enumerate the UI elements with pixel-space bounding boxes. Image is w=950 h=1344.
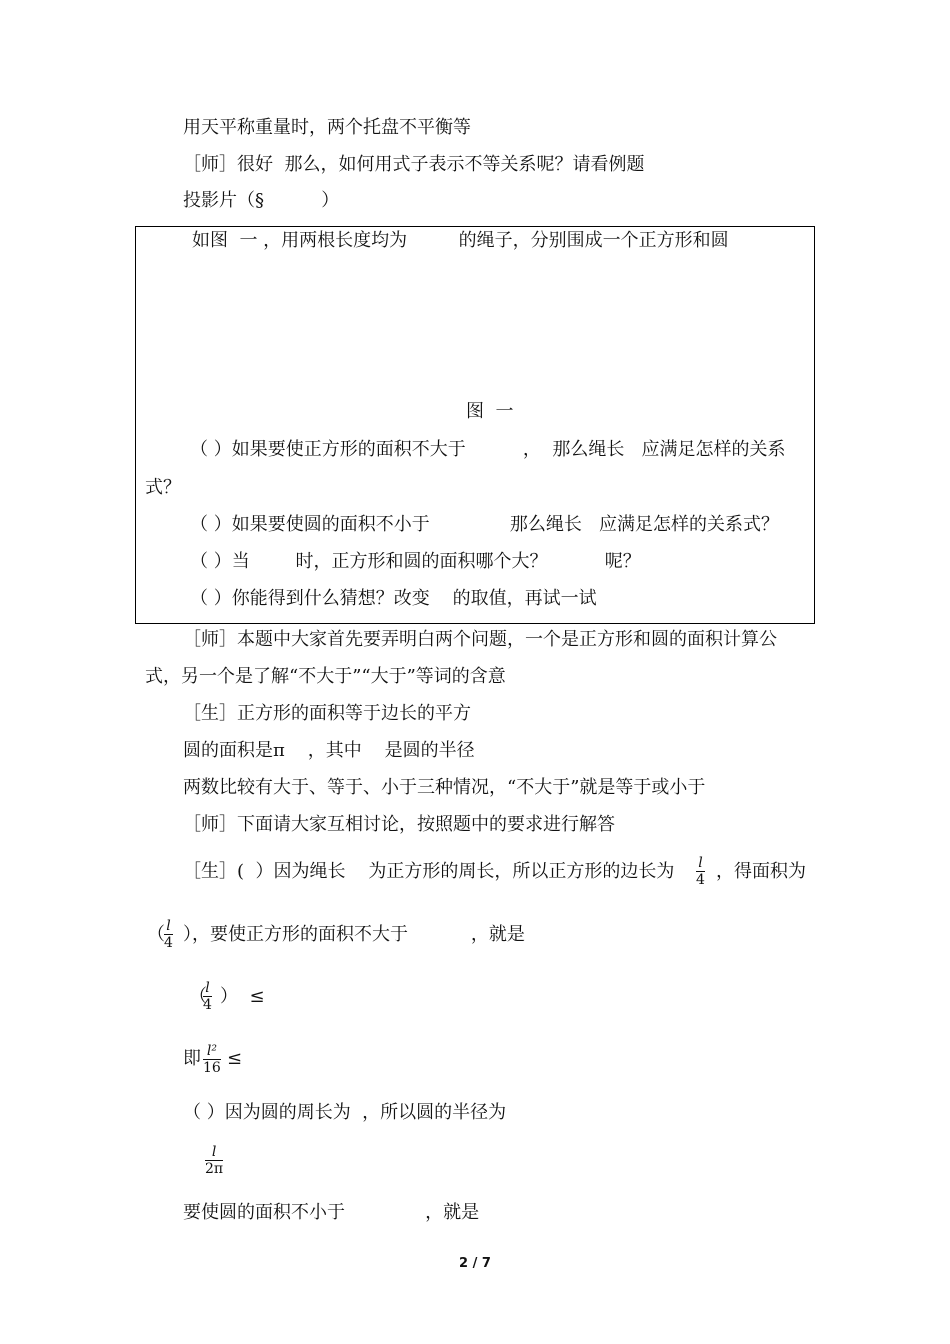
question-1-cont: 式？ — [145, 477, 181, 498]
fraction-l-over-4: $\frac{l}{4}$ — [164, 918, 173, 951]
student-line: （ ）因为圆的周长为 ，所以圆的半径为 — [183, 1102, 507, 1123]
box-title: 如图 一 ，用两根长度均为 的绳子，分别围成一个正方形和圆 — [192, 230, 729, 251]
student-line: ［生］( ）因为绳长 为正方形的周长，所以正方形的边长为 — [183, 861, 675, 882]
figure-caption: 图 一 — [466, 401, 514, 422]
student-line: ），要使正方形的面积不大于 ，就是 — [183, 924, 525, 945]
teacher-line-cont: 式，另一个是了解“不大于”“大于”等词的含意 — [145, 666, 506, 687]
teacher-line: ［师］本题中大家首先要弄明白两个问题，一个是正方形和圆的面积计算公 — [183, 629, 777, 650]
text-line: ［师］很好 那么，如何用式子表示不等关系呢？请看例题 — [183, 154, 645, 175]
inequality: ≤ — [227, 1048, 243, 1069]
inequality: ） ≤ — [220, 986, 265, 1007]
fraction-l-over-4: $\frac{l}{4}$ — [203, 980, 212, 1013]
text-line: 投影片（§ ） — [183, 190, 340, 211]
student-line: 要使圆的面积不小于 ，就是 — [183, 1202, 480, 1223]
page-number: 2 / 7 — [459, 1256, 491, 1271]
prefix-text: 即 — [183, 1048, 201, 1069]
student-line-end: ，得面积为 — [716, 861, 806, 882]
fraction-l2-over-16: $\frac{\text{l²}}{16}$ — [203, 1043, 221, 1076]
fraction-l-over-2pi: $\frac{l}{2\pi}$ — [205, 1144, 224, 1177]
question-4: （ ）你能得到什么猜想？改变 的取值，再试一试 — [190, 588, 597, 609]
question-1: （ ）如果要使正方形的面积不大于 ， 那么绳长 应满足怎样的关系 — [190, 439, 786, 460]
student-line: 两数比较有大于、等于、小于三种情况，“不大于”就是等于或小于 — [183, 777, 706, 798]
text-line: 用天平称重量时，两个托盘不平衡等 — [183, 117, 471, 138]
teacher-line: ［师］下面请大家互相讨论，按照题中的要求进行解答 — [183, 814, 615, 835]
student-line: ［生］正方形的面积等于边长的平方 — [183, 703, 471, 724]
paren-open: （ — [147, 924, 165, 945]
student-line: 圆的面积是π ，其中 是圆的半径 — [183, 740, 475, 761]
paren-open: （ — [189, 986, 207, 1007]
fraction-l-over-4: $\frac{l}{4}$ — [696, 855, 705, 888]
question-2: （ ）如果要使圆的面积不小于 那么绳长 应满足怎样的关系式？ — [190, 514, 779, 535]
question-3: （ ）当 时，正方形和圆的面积哪个大？ 呢？ — [190, 551, 641, 572]
